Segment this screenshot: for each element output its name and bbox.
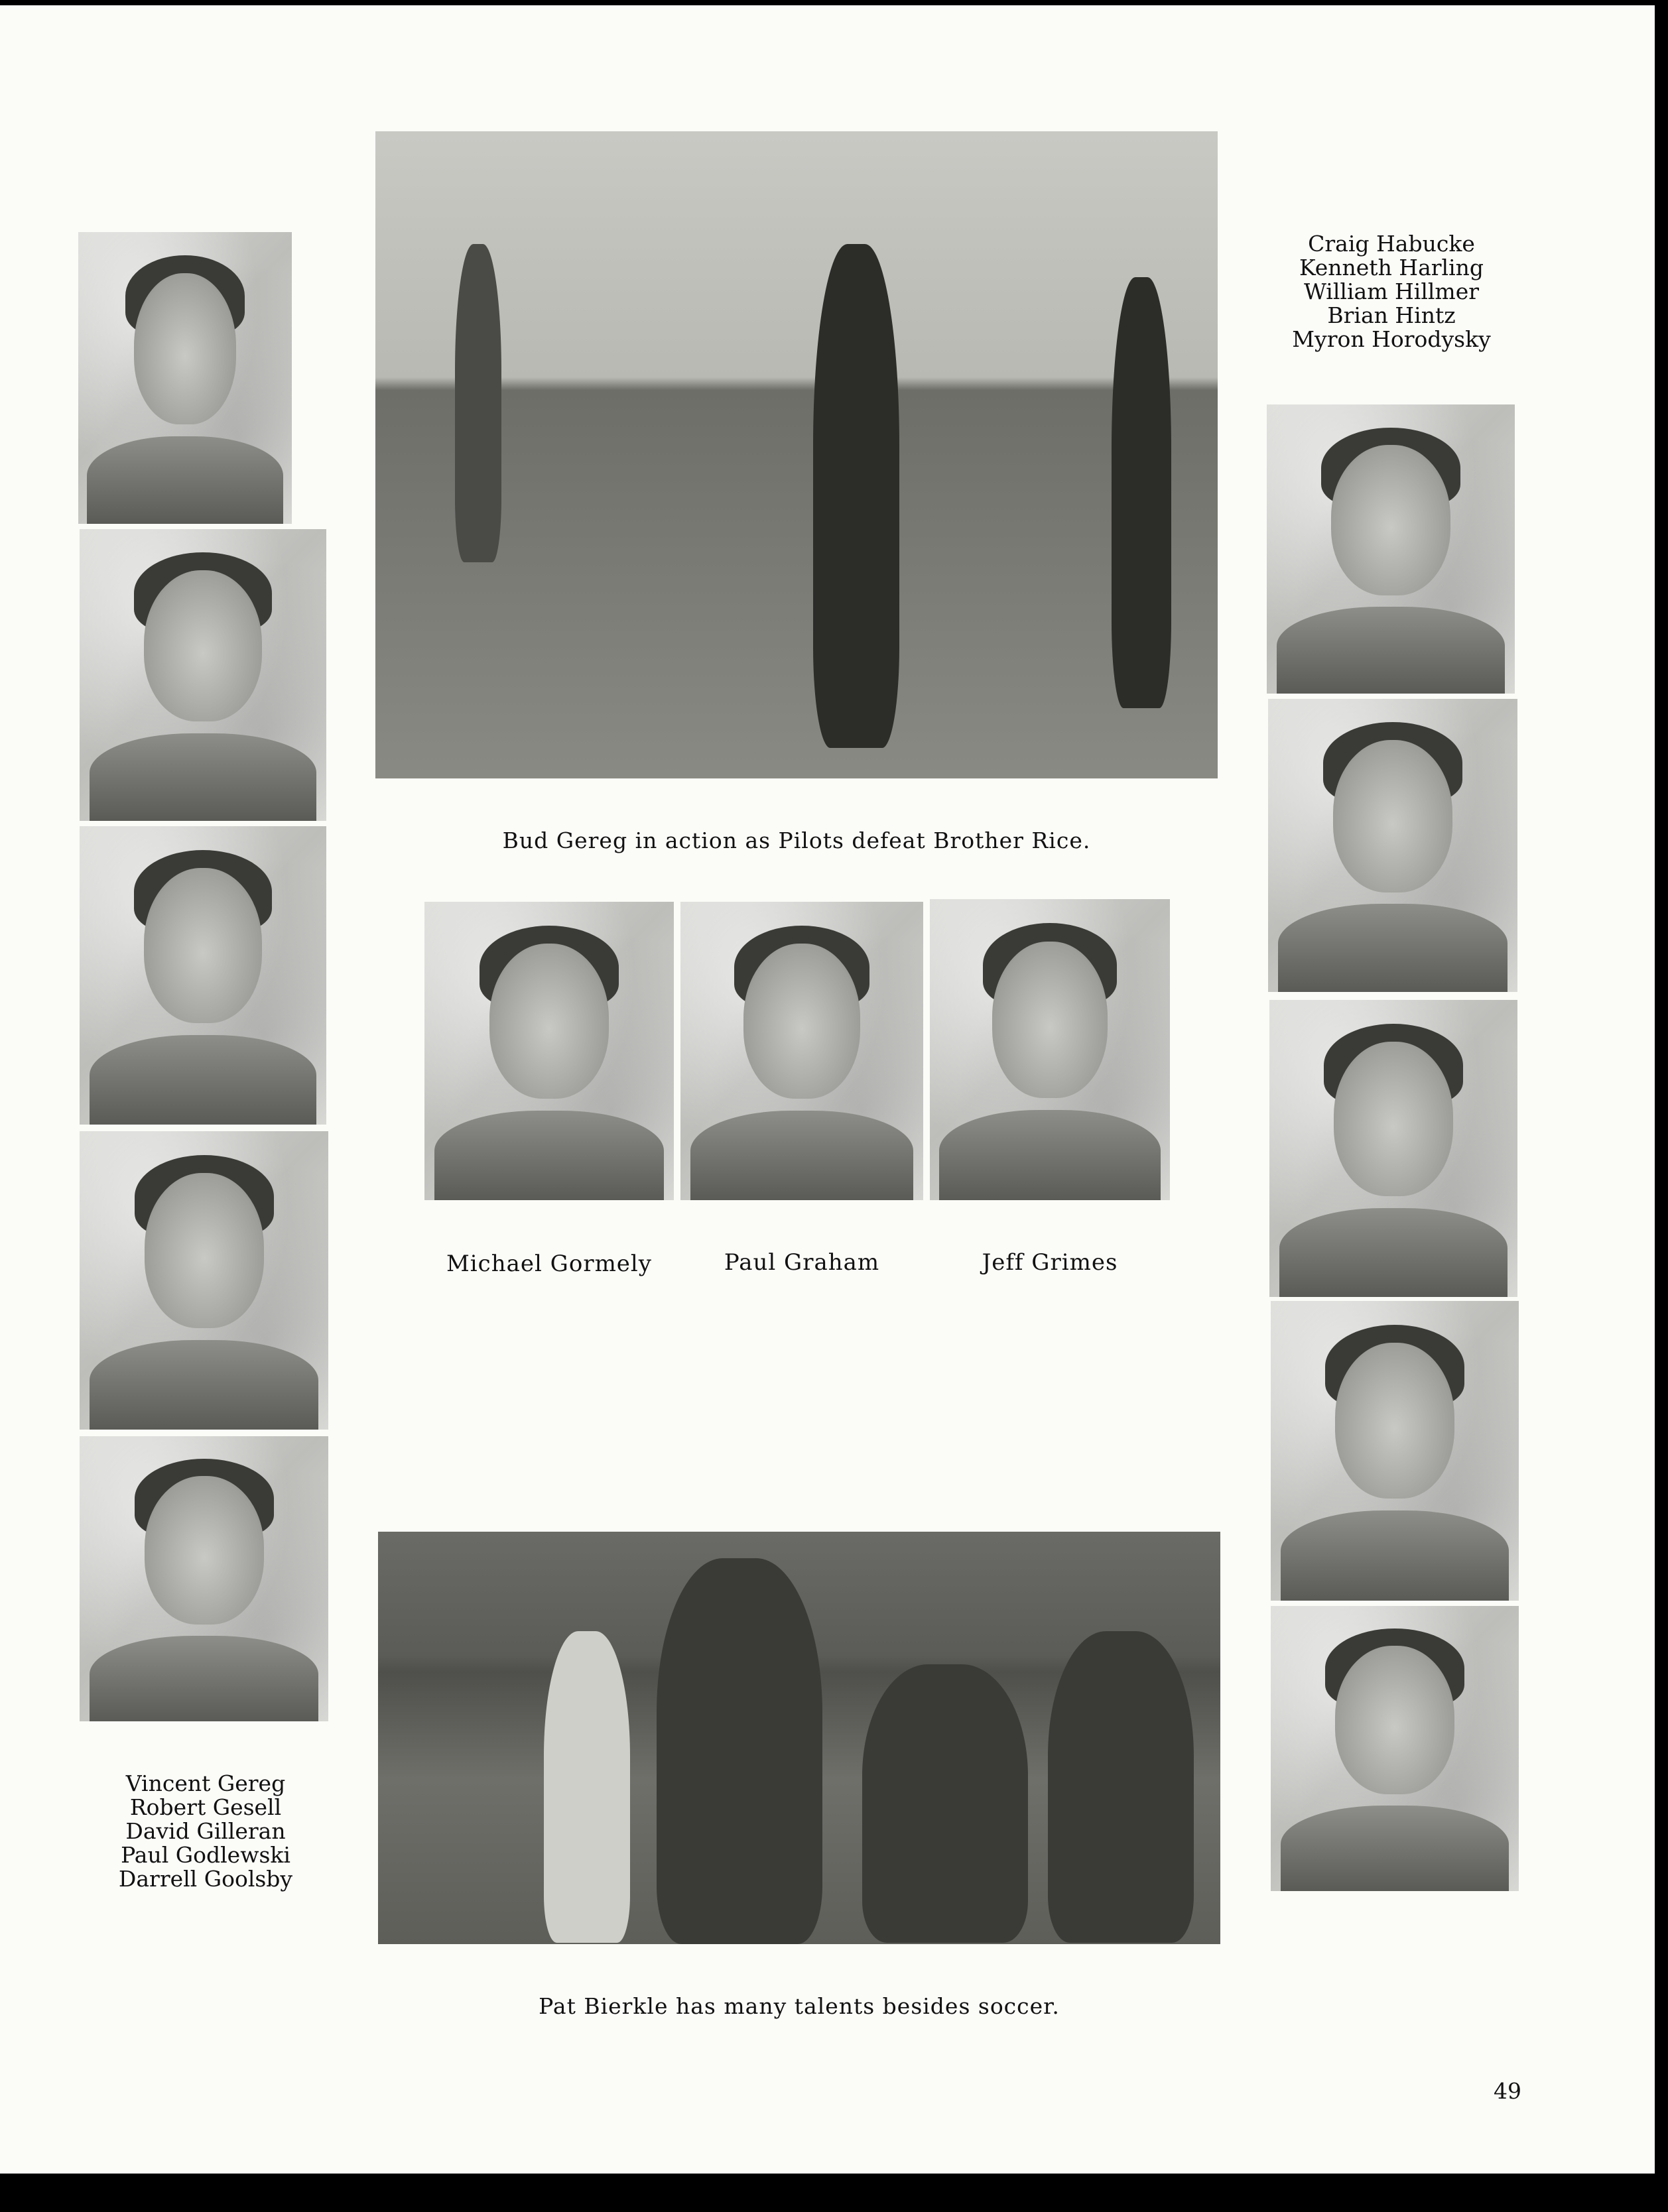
portrait-photo-right-1 (1267, 404, 1515, 694)
left-column-name-list (99, 1772, 312, 1891)
name-line: Paul Godlewski (121, 1842, 290, 1868)
portrait-photo-michael-gormely (424, 902, 674, 1200)
portrait-photo-jeff-grimes (930, 899, 1170, 1200)
portrait-photo-right-3 (1269, 1000, 1517, 1297)
portrait-photo-right-4 (1271, 1301, 1519, 1601)
name-line: Kenneth Harling (1299, 255, 1484, 280)
portrait-photo-right-2 (1268, 699, 1517, 992)
soccer-caption: Pat Bierkle has many talents besides soccer. (539, 1993, 1060, 2019)
portrait-name-paul-graham: Paul Graham (724, 1249, 880, 1276)
name-line: Vincent Gereg (125, 1770, 286, 1796)
portrait-photo-right-5 (1271, 1606, 1519, 1891)
basketball-caption: Bud Gereg in action as Pilots defeat Brother Rice. (502, 828, 1091, 853)
portrait-photo-left-3 (80, 826, 326, 1125)
portrait-photo-left-4 (80, 1131, 328, 1430)
name-line: Darrell Goolsby (118, 1866, 293, 1892)
right-column-name-list (1265, 232, 1517, 351)
name-line: Robert Gesell (129, 1794, 282, 1820)
portrait-name-michael-gormely: Michael Gormely (446, 1251, 653, 1277)
name-line: David Gilleran (125, 1818, 286, 1844)
name-line: Craig Habucke (1308, 231, 1475, 257)
portrait-name-jeff-grimes: Jeff Grimes (982, 1249, 1118, 1276)
page-number: 49 (1494, 2078, 1521, 2104)
soccer-action-photo (378, 1532, 1220, 1944)
name-line: William Hillmer (1303, 278, 1480, 304)
portrait-photo-paul-graham (680, 902, 923, 1200)
name-line: Brian Hintz (1327, 302, 1456, 328)
yearbook-page (0, 5, 1655, 2174)
basketball-action-photo (375, 131, 1218, 778)
portrait-photo-left-2 (80, 529, 326, 821)
portrait-photo-left-5 (80, 1436, 328, 1721)
name-line: Myron Horodysky (1292, 326, 1491, 352)
portrait-photo-left-1 (78, 232, 292, 524)
